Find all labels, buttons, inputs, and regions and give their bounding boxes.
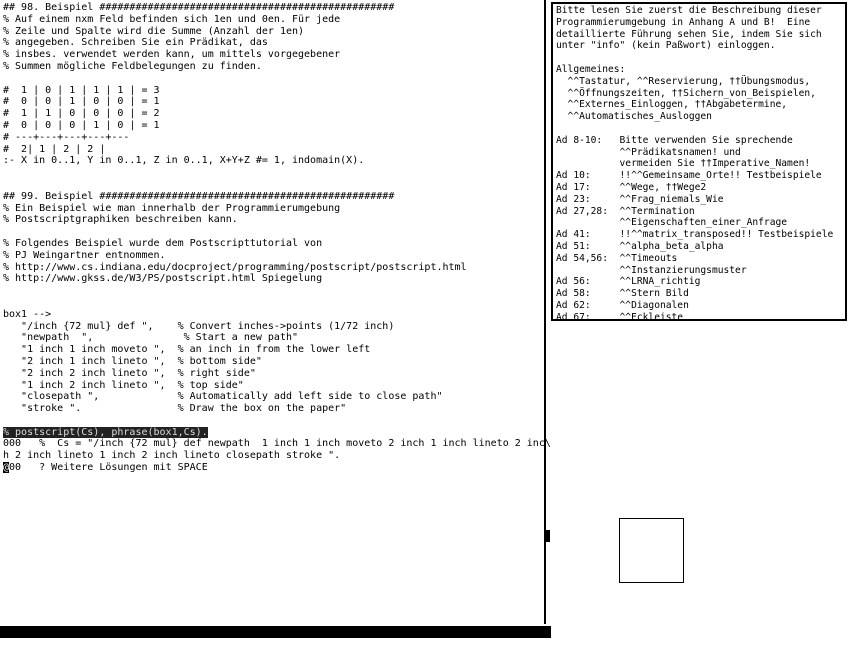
help-line: detaillierte Führung sehen Sie, indem Sie sich <box>556 28 822 40</box>
code-line: ## 98. Beispiel ################################################# <box>3 2 395 13</box>
code-line <box>3 226 547 238</box>
help-line[interactable]: Ad 27,28: ^^Termination <box>556 205 695 217</box>
minibuffer[interactable] <box>0 640 552 653</box>
result-line: h 2 inch lineto 1 inch 2 inch lineto closepath stroke ". <box>3 450 341 462</box>
code-line: # 2| 1 | 2 | 2 | <box>3 143 106 155</box>
help-line[interactable]: ^^Tastatur, ^^Reservierung, ††Übungsmodus, <box>556 75 811 87</box>
help-line[interactable]: Ad 51: ^^alpha_beta_alpha <box>556 240 724 252</box>
code-line: % Postscriptgraphiken beschreiben kann. <box>3 214 238 226</box>
code-line: "newpath ", % Start a new path" <box>3 332 299 344</box>
code-line: box1 --> <box>3 308 52 320</box>
help-line[interactable]: Ad 56: ^^LRNA_richtig <box>556 276 701 288</box>
code-line <box>3 73 547 85</box>
scrollbar-thumb[interactable] <box>545 530 550 542</box>
help-line[interactable]: vermeiden Sie ††Imperative_Namen! <box>556 158 811 170</box>
help-pane[interactable] <box>551 2 847 321</box>
code-line: % Folgendes Beispiel wurde dem Postscripttutorial von <box>3 237 323 249</box>
code-line: % insbes. verwendet werden kann, um mittels vorgegebener <box>3 49 341 61</box>
help-line[interactable]: ^^Externes_Einloggen, ††Abgabetermine, <box>556 99 788 111</box>
text-cursor: @ <box>3 462 10 474</box>
result-line: 000 % Cs = "/inch {72 mul} def newpath 1 inch 1 inch moveto 2 inch 1 inch lineto 2 inc\ <box>3 438 551 450</box>
prompt-text: 00 ? Weitere Lösungen mit SPACE <box>9 462 208 474</box>
code-line: :- X in 0..1, Y in 0..1, Z in 0..1, X+Y+Z #= 1, indomain(X). <box>3 155 365 167</box>
code-line: "2 inch 1 inch lineto ", % bottom side" <box>3 355 262 367</box>
help-line: Programmierumgebung in Anhang A und B! Eine <box>556 16 811 28</box>
help-text <box>556 5 846 324</box>
mode-line <box>0 626 552 638</box>
help-line[interactable]: Ad 17: ^^Wege, ††Wege2 <box>556 181 707 193</box>
code-line: % http://www.gkss.de/W3/PS/postscript.html Spiegelung <box>3 273 323 285</box>
code-line: # ---+---+---+---+--- <box>3 131 130 143</box>
code-line: # 0 | 0 | 0 | 1 | 0 | = 1 <box>3 119 160 131</box>
code-line: % PJ Weingartner entnommen. <box>3 249 166 261</box>
help-line: Ad 8-10: Bitte verwenden Sie sprechende <box>556 134 793 146</box>
help-line[interactable]: Ad 54,56: ^^Timeouts <box>556 252 678 264</box>
code-line <box>3 297 547 309</box>
help-line: unter "info" (kein Paßwort) einloggen. <box>556 40 776 52</box>
code-line: # 1 | 1 | 0 | 0 | 0 | = 2 <box>3 108 160 120</box>
code-line: "1 inch 2 inch lineto ", % top side" <box>3 379 244 391</box>
postscript-canvas <box>551 323 849 653</box>
help-line[interactable]: Ad 62: ^^Diagonalen <box>556 299 689 311</box>
code-line <box>3 285 547 297</box>
help-line[interactable]: Ad 23: ^^Frag_niemals_Wie <box>556 193 724 205</box>
help-line: Bitte lesen Sie zuerst die Beschreibung dieser <box>556 5 822 16</box>
code-line: "2 inch 2 inch lineto ", % right side" <box>3 367 256 379</box>
help-line <box>556 52 846 64</box>
help-line[interactable]: Ad 10: !!^^Gemeinsame_Orte!! Testbeispiele <box>556 170 822 182</box>
editor-buffer[interactable] <box>3 2 551 474</box>
help-line[interactable]: ^^Instanzierungsmuster <box>556 264 747 276</box>
code-line: % Ein Beispiel wie man innerhalb der Programmierumgebung <box>3 202 341 214</box>
query-line <box>3 427 547 439</box>
code-line: "closepath ", % Automatically add left side to close path" <box>3 391 443 403</box>
code-line: # 1 | 0 | 1 | 1 | 1 | = 3 <box>3 84 160 96</box>
help-line[interactable]: ^^Öffnungszeiten, ††Sichern_von_Beispielen, <box>556 87 816 99</box>
help-line <box>556 123 846 135</box>
help-line[interactable]: ^^Automatisches_Ausloggen <box>556 111 712 123</box>
code-line <box>3 167 547 179</box>
code-line: "stroke ". % Draw the box on the paper" <box>3 403 347 415</box>
code-line <box>3 179 547 191</box>
code-line: "1 inch 1 inch moveto ", % an inch in from the lower left <box>3 344 371 356</box>
code-line: % Summen mögliche Feldbelegungen zu finden. <box>3 60 262 72</box>
code-line: ## 99. Beispiel ################################################# <box>3 190 395 202</box>
help-line[interactable]: Ad 41: !!^^matrix_transposed!! Testbeispiele <box>556 229 834 241</box>
code-line: "/inch {72 mul} def ", % Convert inches->points (1/72 inch) <box>3 320 395 332</box>
code-line: % http://www.cs.indiana.edu/docproject/programming/postscript/postscript.html <box>3 261 467 273</box>
help-line: Allgemeines: <box>556 63 626 75</box>
postscript-box-drawing <box>619 518 684 583</box>
prompt-line[interactable] <box>3 462 547 474</box>
query-highlight: % postscript(Cs), phrase(box1,Cs). <box>3 426 208 438</box>
code-line: % angegeben. Schreiben Sie ein Prädikat, das <box>3 37 268 49</box>
help-line[interactable]: ^^Prädikatsnamen! und <box>556 146 741 158</box>
help-line[interactable]: Ad 67: ^^Eckleiste <box>556 311 684 323</box>
help-line[interactable]: Ad 58: ^^Stern Bild <box>556 288 689 300</box>
help-line[interactable]: ^^Eigenschaften_einer_Anfrage <box>556 217 788 229</box>
code-line: % Zeile und Spalte wird die Summe (Anzahl der 1en) <box>3 25 305 37</box>
code-line: # 0 | 0 | 1 | 0 | 0 | = 1 <box>3 96 160 108</box>
code-line: % Auf einem nxm Feld befinden sich 1en und 0en. Für jede <box>3 13 341 25</box>
code-line <box>3 415 547 427</box>
